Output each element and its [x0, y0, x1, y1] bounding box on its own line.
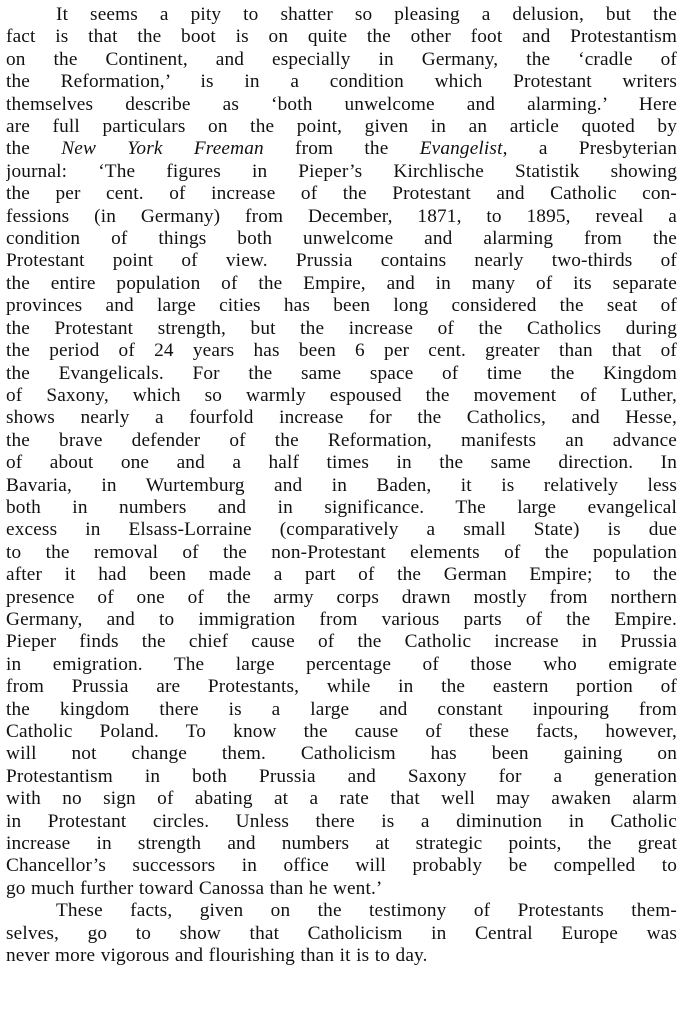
text-line: from Prussia are Protestants, while in the eastern portion of [6, 676, 677, 698]
text-line: of about one and a half times in the same direction. In [6, 452, 677, 474]
text-line: the entire population of the Empire, and in many of its separate [6, 272, 677, 294]
text-line: It seems a pity to shatter so pleasing a delusion, but the [56, 4, 677, 25]
text-line: the Evangelicals. For the same space of time the Kingdom [6, 362, 677, 384]
text-line: the Protestant strength, but the increase of the Catholics during [6, 317, 677, 339]
paragraph-2 [6, 900, 677, 967]
text-line: both in numbers and in significance. The large evangelical [6, 496, 677, 518]
text-line: selves, go to show that Catholicism in Central Europe was [6, 922, 677, 944]
text-line: go much further toward Canossa than he went.’ [6, 877, 383, 899]
text-line: in Protestant circles. Unless there is a diminution in Catholic [6, 810, 677, 832]
text-line: the kingdom there is a large and constant inpouring from [6, 698, 677, 720]
text-line: Chancellor’s successors in office will probably be compelled to [6, 855, 677, 877]
text-line: Protestantism in both Prussia and Saxony for a generation [6, 765, 677, 787]
text-line: Bavaria, in Wurtemburg and in Baden, it is relatively less [6, 474, 677, 496]
text-line: Catholic Poland. To know the cause of these facts, however, [6, 721, 677, 742]
text-line: the per cent. of increase of the Protestant and Catholic con- [6, 183, 677, 205]
text-line: the New York Freeman from the Evangelist, a Presbyterian [6, 138, 677, 160]
text-line: Germany, and to immigration from various parts of the Empire. [6, 608, 677, 630]
text-line: the period of 24 years has been 6 per cent. greater than that of [6, 340, 677, 362]
text-line: never more vigorous and flourishing than it is to day. [6, 945, 428, 967]
paragraph-1 [6, 4, 677, 900]
text-line: condition of things both unwelcome and alarming from the [6, 228, 677, 250]
text-line: shows nearly a fourfold increase for the Catholics, and Hesse, [6, 407, 677, 429]
text-line: the Reformation,’ is in a condition which Protestant writers [6, 71, 677, 93]
text-line: excess in Elsass-Lorraine (comparatively a small State) is due [6, 519, 677, 541]
text-line: with no sign of abating at a rate that well may awaken alarm [6, 788, 677, 810]
text-line: after it had been made a part of the German Empire; to the [6, 564, 677, 586]
text-line: fact is that the boot is on quite the other foot and Protestantism [6, 26, 677, 48]
text-line: in emigration. The large percentage of those who emigrate [6, 653, 677, 675]
text-line: on the Continent, and especially in Germany, the ‘cradle of [6, 48, 677, 70]
text-line: of Saxony, which so warmly espoused the movement of Luther, [6, 384, 677, 406]
text-line: presence of one of the army corps drawn mostly from northern [6, 586, 677, 608]
text-line: are full particulars on the point, given in an article quoted by [6, 116, 677, 138]
text-line: These facts, given on the testimony of Protestants them- [56, 900, 677, 922]
text-line: provinces and large cities has been long considered the seat of [6, 295, 677, 317]
text-line: the brave defender of the Reformation, manifests an advance [6, 429, 677, 451]
text-line: Pieper finds the chief cause of the Catholic increase in Prussia [6, 631, 677, 653]
text-line: will not change them. Catholicism has been gaining on [6, 743, 677, 765]
text-line: Protestant point of view. Prussia contains nearly two-thirds of [6, 250, 677, 272]
text-line: fessions (in Germany) from December, 1871, to 1895, reveal a [6, 205, 677, 227]
text-line: increase in strength and numbers at strategic points, the great [6, 833, 677, 855]
text-line: journal: ‘The figures in Pieper’s Kirchlische Statistik showing [6, 160, 677, 182]
text-line: to the removal of the non-Protestant elements of the population [6, 541, 677, 563]
text-line: themselves describe as ‘both unwelcome and alarming.’ Here [6, 93, 677, 115]
